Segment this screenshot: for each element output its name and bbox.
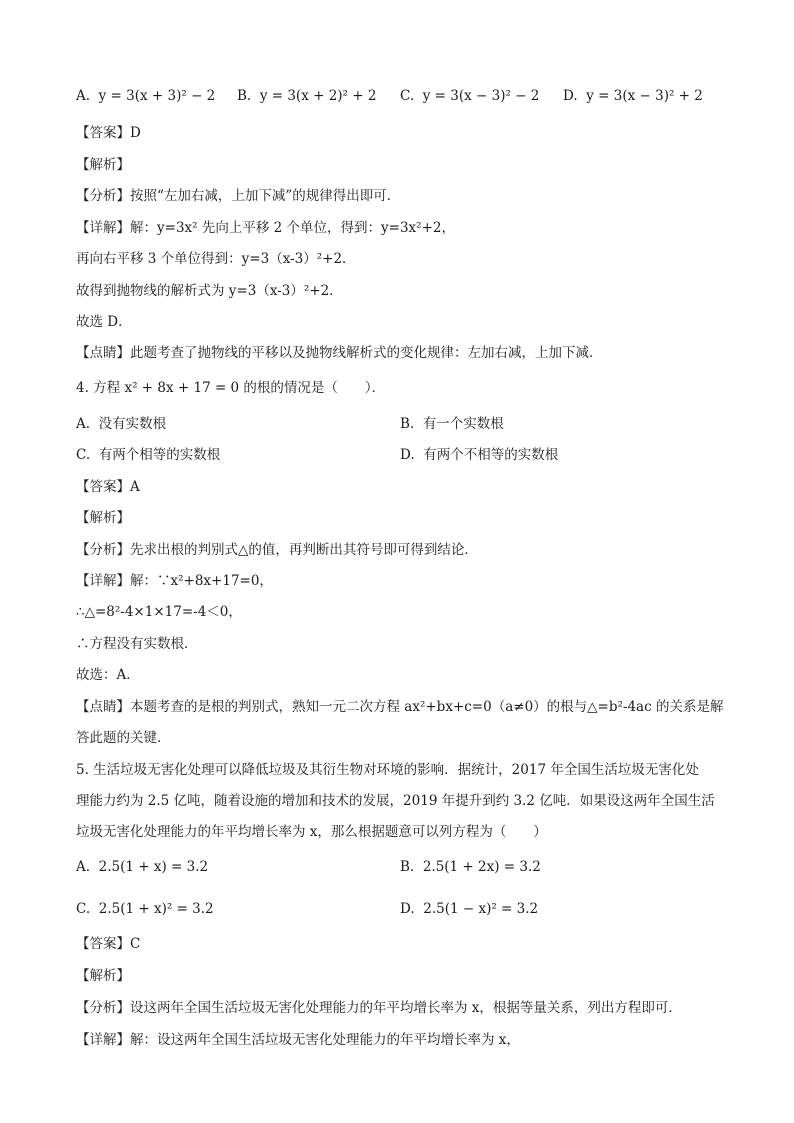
option-text: 有一个实数根 xyxy=(422,416,504,432)
option-b xyxy=(400,857,541,877)
question-stem: 理能力约为 2.5 亿吨，随着设施的增加和技术的发展，2019 年提升到约 3.2 亿吨．如果设这两年全国生活 xyxy=(76,793,715,809)
option-text: 有两个不相等的实数根 xyxy=(423,447,559,463)
option-formula: 2.5(1 − x)² = 3.2 xyxy=(423,901,539,917)
option-text: 有两个相等的实数根 xyxy=(98,447,221,463)
detail-line: ∴方程没有实数根． xyxy=(76,636,198,652)
option-formula: y = 3(x − 3)² − 2 xyxy=(422,88,540,104)
comment-line: 【点睛】此题考查了抛物线的平移以及抛物线解析式的变化规律：左加右减，上加下减． xyxy=(76,345,603,361)
option-formula: y = 3(x − 3)² + 2 xyxy=(586,88,703,104)
option-d xyxy=(400,445,558,465)
analysis-fenxi: 【分析】设这两年全国生活垃圾无害化处理能力的年平均增长率为 x，根据等量关系，列出方程即可． xyxy=(76,1000,682,1016)
comment-line: 答此题的关键． xyxy=(76,730,171,746)
option-b xyxy=(237,86,376,106)
option-letter: D. xyxy=(400,901,415,917)
answer-line: 【答案】D xyxy=(76,125,141,141)
comment-line: 【点睛】本题考查的是根的判别式，熟知一元二次方程 ax²+bx+c=0（a≠0）的根与△=b²-4ac 的关系是解 xyxy=(76,699,724,715)
detail-line: ∴△=8²-4×1×17=-4＜0， xyxy=(76,604,242,620)
question-stem: 5. 生活垃圾无害化处理可以降低垃圾及其衍生物对环境的影响．据统计，2017 年全国生活垃圾无害化处 xyxy=(76,762,699,778)
analysis-heading: 【解析】 xyxy=(76,157,130,173)
option-c xyxy=(76,899,214,919)
option-a xyxy=(76,86,215,106)
analysis-heading: 【解析】 xyxy=(76,968,130,984)
option-letter: A. xyxy=(76,416,91,432)
option-letter: D. xyxy=(563,88,578,104)
option-letter: B. xyxy=(400,416,415,432)
question-stem: 4. 方程 x² + 8x + 17 = 0 的根的情况是（ ）． xyxy=(76,380,386,396)
answer-line: 【答案】C xyxy=(76,936,141,952)
answer-line: 【答案】A xyxy=(76,479,140,495)
detail-line: 再向右平移 3 个单位得到：y=3（x-3）²+2． xyxy=(76,251,356,267)
option-letter: D. xyxy=(400,447,415,463)
detail-line: 故得到抛物线的解析式为 y=3（x-3）²+2． xyxy=(76,283,343,299)
question-stem: 垃圾无害化处理能力的年平均增长率为 x，那么根据题意可以列方程为（ ） xyxy=(76,824,547,840)
detail-line: 【详解】解：y=3x² 先向上平移 2 个单位，得到：y=3x²+2， xyxy=(76,220,455,236)
option-a xyxy=(76,414,166,434)
detail-line: 【详解】解：∵x²+8x+17=0， xyxy=(76,573,273,589)
detail-line: 故选 D． xyxy=(76,314,132,330)
option-formula: y = 3(x + 3)² − 2 xyxy=(98,88,216,104)
option-formula: 2.5(1 + x) = 3.2 xyxy=(98,859,209,875)
option-letter: C. xyxy=(400,88,415,104)
option-formula: y = 3(x + 2)² + 2 xyxy=(259,88,377,104)
analysis-heading: 【解析】 xyxy=(76,510,130,526)
analysis-fenxi: 【分析】按照“左加右减，上加下减”的规律得出即可． xyxy=(76,188,401,204)
option-letter: A. xyxy=(76,88,91,104)
option-d xyxy=(400,899,538,919)
detail-line: 故选：A． xyxy=(76,667,140,683)
analysis-fenxi: 【分析】先求出根的判别式△的值，再判断出其符号即可得到结论． xyxy=(76,542,478,558)
option-formula: 2.5(1 + x)² = 3.2 xyxy=(98,901,214,917)
detail-line: 【详解】解：设这两年全国生活垃圾无害化处理能力的年平均增长率为 x， xyxy=(76,1032,520,1048)
option-c xyxy=(76,445,220,465)
option-c xyxy=(400,86,539,106)
option-formula: 2.5(1 + 2x) = 3.2 xyxy=(422,859,541,875)
option-text: 没有实数根 xyxy=(98,416,167,432)
option-letter: B. xyxy=(400,859,415,875)
option-letter: C. xyxy=(76,447,91,463)
option-letter: B. xyxy=(237,88,252,104)
option-a xyxy=(76,857,208,877)
option-letter: A. xyxy=(76,859,91,875)
option-letter: C. xyxy=(76,901,91,917)
option-b xyxy=(400,414,504,434)
option-d xyxy=(563,86,703,106)
